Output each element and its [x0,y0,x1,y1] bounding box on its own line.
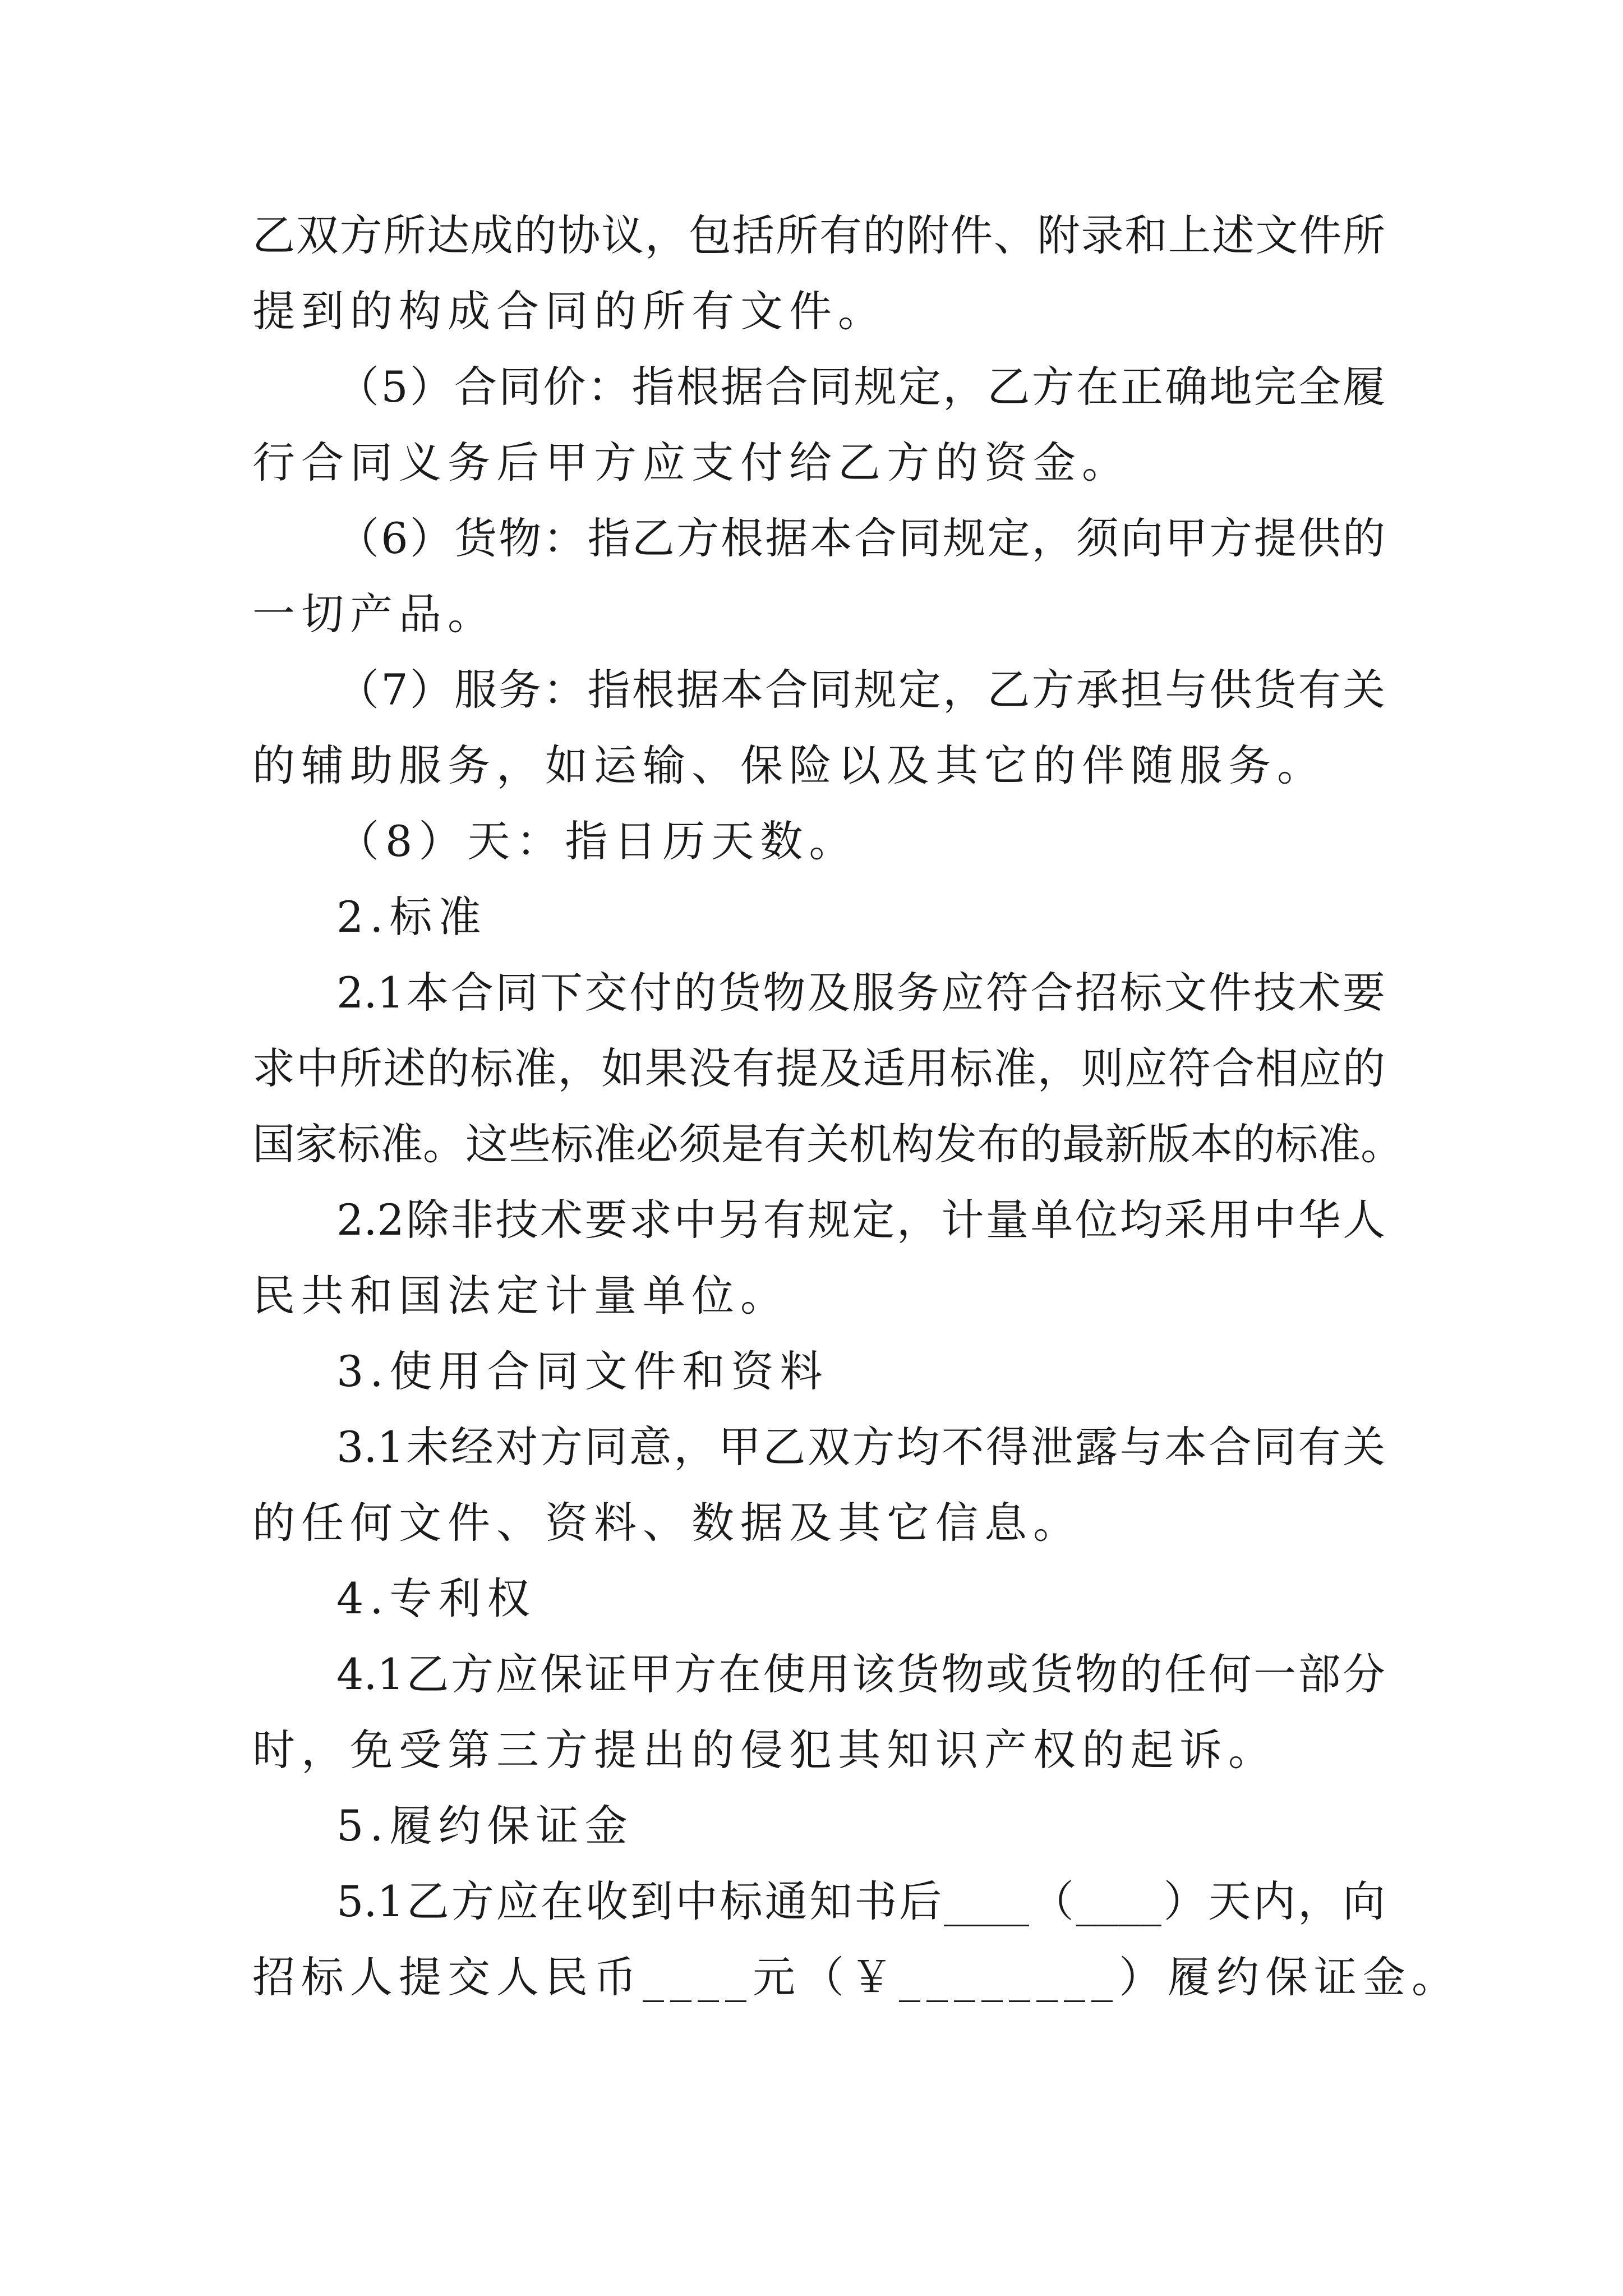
text-line: 民共和国法定计量单位。 [252,1271,789,1320]
text-line: 的辅助服务，如运输、保险以及其它的伴随服务。 [252,740,1326,790]
text-line: 3.1未经对方同意，甲乙双方均不得泄露与本合同有关 [336,1422,1385,1472]
text-line: 时，免受第三方提出的侵犯其知识产权的起诉。 [252,1725,1277,1775]
text-line: 2.1本合同下交付的货物及服务应符合招标文件技术要 [336,968,1385,1018]
text-line: （5）合同价：指根据合同规定，乙方在正确地完全履 [336,362,1385,412]
text-line: （8）天：指日历天数。 [336,816,858,866]
text-line: 5.1乙方应在收到中标通知书后____（____）天内，向 [336,1876,1385,1926]
text-line: 国家标准。这些标准必须是有关机构发布的最新版本的标准。 [252,1119,1403,1169]
text-line: 4.1乙方应保证甲方在使用该货物或货物的任何一部分 [336,1649,1385,1699]
section-heading: 4.专利权 [336,1573,536,1623]
section-heading: 5.履约保证金 [336,1801,634,1851]
text-line: 行合同义务后甲方应支付给乙方的资金。 [252,438,1131,487]
text-line: 提到的构成合同的所有文件。 [252,286,887,336]
section-heading: 2.标准 [336,892,487,942]
text-line: 乙双方所达成的协议，包括所有的附件、附录和上述文件所 [252,210,1385,260]
text-line: 2.2除非技术要求中另有规定，计量单位均采用中华人 [336,1195,1385,1245]
text-line: （6）货物：指乙方根据本合同规定，须向甲方提供的 [336,513,1385,563]
text-line: 一切产品。 [252,589,496,639]
text-line: 求中所述的标准，如果没有提及适用标准，则应符合相应的 [252,1043,1385,1093]
text-line: 招标人提交人民币____元（￥________）履约保证金。 [252,1952,1460,2002]
section-heading: 3.使用合同文件和资料 [336,1346,829,1396]
text-line: （7）服务：指根据本合同规定，乙方承担与供货有关 [336,665,1385,715]
text-line: 的任何文件、资料、数据及其它信息。 [252,1498,1082,1548]
